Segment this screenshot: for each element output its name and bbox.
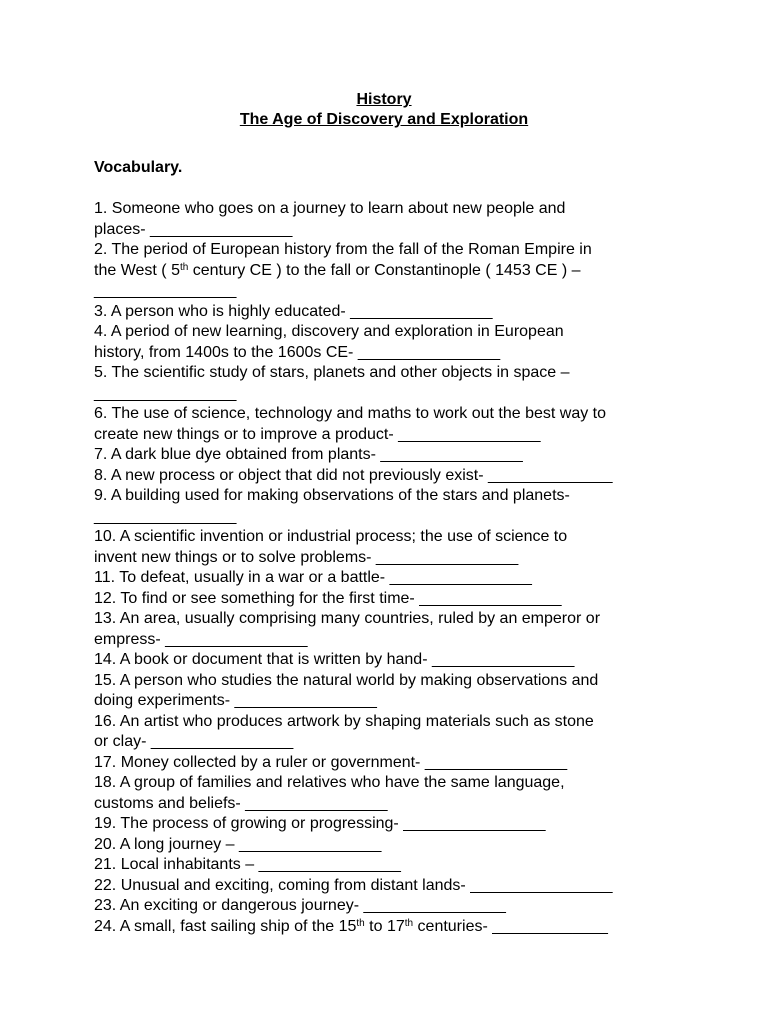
vocabulary-item-line: ________________ (94, 282, 237, 299)
vocabulary-item-line: 22. Unusual and exciting, coming from distant lands- ________________ (94, 876, 613, 894)
vocabulary-item-line: empress- ________________ (94, 630, 308, 648)
vocabulary-item-line: 24. A small, fast sailing ship of the 15th to 17th centuries- _____________ (94, 917, 608, 935)
vocabulary-item-line: 11. To defeat, usually in a war or a battle- ________________ (94, 569, 532, 586)
vocabulary-item-line: invent new things or to solve problems- ________________ (94, 548, 519, 566)
vocabulary-item-line: 19. The process of growing or progressing- ________________ (94, 815, 546, 832)
subject-title: History (356, 91, 412, 108)
vocabulary-item-line: 13. An area, usually comprising many countries, ruled by an emperor or (94, 610, 601, 627)
vocabulary-item-line: 2. The period of European history from the fall of the Roman Empire in (94, 241, 592, 258)
worksheet-page (94, 90, 684, 937)
vocabulary-heading: Vocabulary. (94, 159, 183, 176)
vocabulary-item (94, 814, 684, 835)
vocabulary-item (94, 199, 684, 240)
vocabulary-item-line: 18. A group of families and relatives who have the same language, (94, 774, 565, 791)
vocabulary-item-line: 23. An exciting or dangerous journey- ________________ (94, 897, 506, 914)
vocabulary-item (94, 917, 684, 938)
vocabulary-item-line: 8. A new process or object that did not previously exist- ______________ (94, 466, 613, 484)
vocabulary-item-line: 9. A building used for making observations of the stars and planets- (94, 487, 570, 504)
vocabulary-item (94, 527, 684, 568)
vocabulary-item-line: the West ( 5th century CE ) to the fall or Constantinople ( 1453 CE ) – (94, 261, 581, 279)
vocabulary-item (94, 609, 684, 650)
vocabulary-item (94, 835, 684, 856)
vocabulary-item-line: places- ________________ (94, 220, 293, 238)
vocabulary-item (94, 363, 684, 404)
vocabulary-item (94, 486, 684, 527)
vocabulary-item-line: 4. A period of new learning, discovery and exploration in European (94, 323, 564, 340)
vocabulary-item (94, 404, 684, 445)
vocabulary-item-line: create new things or to improve a product- ________________ (94, 425, 541, 443)
vocabulary-item-line: customs and beliefs- ________________ (94, 794, 388, 812)
vocabulary-item (94, 445, 684, 466)
vocabulary-item-line: 15. A person who studies the natural world by making observations and (94, 671, 599, 689)
vocabulary-item (94, 589, 684, 610)
vocabulary-item-line: 20. A long journey – ________________ (94, 835, 382, 853)
vocabulary-item-line: 7. A dark blue dye obtained from plants- ________________ (94, 446, 523, 463)
vocabulary-item (94, 773, 684, 814)
vocabulary-item (94, 650, 684, 671)
vocabulary-item (94, 712, 684, 753)
vocabulary-item-line: ________________ (94, 384, 237, 402)
vocabulary-item (94, 671, 684, 712)
vocabulary-item-line: 12. To find or see something for the first time- ________________ (94, 589, 562, 607)
vocabulary-list (94, 199, 684, 937)
vocabulary-item (94, 896, 684, 917)
vocabulary-item (94, 302, 684, 323)
vocabulary-item-line: 14. A book or document that is written by hand- ________________ (94, 651, 575, 668)
vocabulary-item-line: 5. The scientific study of stars, planets and other objects in space – (94, 364, 570, 381)
worksheet-title: The Age of Discovery and Exploration (239, 111, 529, 128)
vocabulary-item (94, 466, 684, 487)
vocabulary-item (94, 322, 684, 363)
vocabulary-item-line: 1. Someone who goes on a journey to learn about new people and (94, 200, 566, 217)
vocabulary-item (94, 240, 684, 302)
vocabulary-item-line: doing experiments- ________________ (94, 692, 377, 709)
vocabulary-item-line: 21. Local inhabitants – ________________ (94, 856, 401, 873)
vocabulary-item-line: or clay- ________________ (94, 733, 294, 750)
vocabulary-item (94, 876, 684, 897)
vocabulary-item-line: ________________ (94, 507, 237, 525)
vocabulary-item-line: 3. A person who is highly educated- ________________ (94, 302, 493, 320)
vocabulary-item-line: 16. An artist who produces artwork by shaping materials such as stone (94, 712, 594, 730)
vocabulary-item (94, 753, 684, 774)
vocabulary-item-line: 10. A scientific invention or industrial process; the use of science to (94, 528, 568, 545)
vocabulary-item-line: 6. The use of science, technology and maths to work out the best way to (94, 405, 606, 422)
vocabulary-item (94, 855, 684, 876)
vocabulary-item-line: 17. Money collected by a ruler or government- ________________ (94, 753, 568, 771)
vocabulary-item (94, 568, 684, 589)
vocabulary-item-line: history, from 1400s to the 1600s CE- ________________ (94, 343, 501, 361)
